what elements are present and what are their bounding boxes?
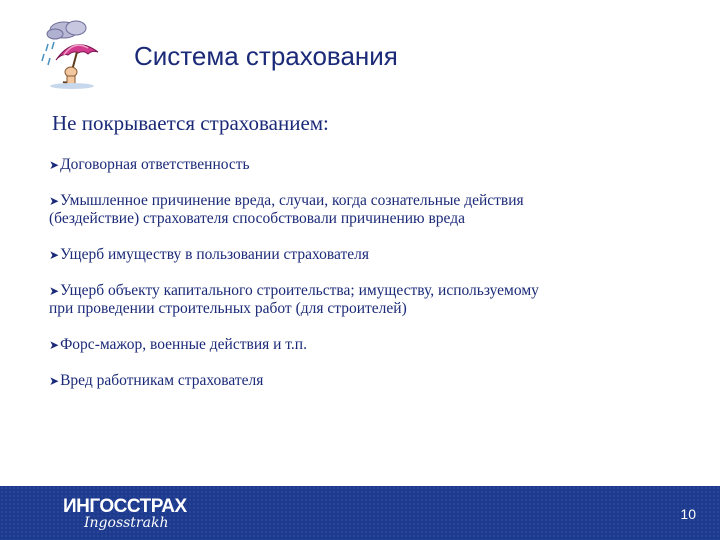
bullet-item	[49, 192, 689, 228]
bullet-list	[49, 156, 689, 390]
company-logo	[60, 496, 187, 532]
arrow-right-icon: ➤	[49, 248, 60, 262]
logo-script: Ingosstrakh	[84, 515, 169, 531]
footer-bar	[0, 486, 720, 540]
arrow-right-icon: ➤	[49, 374, 60, 388]
bullet-item	[49, 282, 689, 318]
bullet-text: Ущерб объекту капитального строительства; имуществу, используемому	[60, 282, 539, 299]
bullet-text: Вред работникам страхователя	[60, 372, 264, 389]
umbrella-clipart-icon	[34, 18, 106, 90]
bullet-text: Форс-мажор, военные действия и т.п.	[60, 336, 307, 353]
bullet-text: Ущерб имуществу в пользовании страхователя	[60, 246, 369, 263]
logo-text: ИНГОССТРАХ	[63, 496, 187, 517]
bullet-item	[49, 336, 689, 354]
page-number: 10	[680, 506, 696, 522]
bullet-text: Договорная ответственность	[60, 156, 250, 173]
bullet-text-continuation: (бездействие) страхователя способствовали причинению вреда	[49, 210, 466, 227]
slide-title: Система страхования	[134, 41, 398, 71]
bullet-text: Умышленное причинение вреда, случаи, когда сознательные действия	[60, 192, 524, 209]
bullet-item	[49, 246, 689, 264]
arrow-right-icon: ➤	[49, 338, 60, 352]
arrow-right-icon: ➤	[49, 194, 60, 208]
bullet-item	[49, 156, 689, 174]
section-heading: Не покрывается страхованием:	[52, 111, 329, 135]
bullet-item	[49, 372, 689, 390]
arrow-right-icon: ➤	[49, 284, 60, 298]
bullet-text-continuation: при проведении строительных работ (для строителей)	[49, 300, 407, 317]
arrow-right-icon: ➤	[49, 158, 60, 172]
